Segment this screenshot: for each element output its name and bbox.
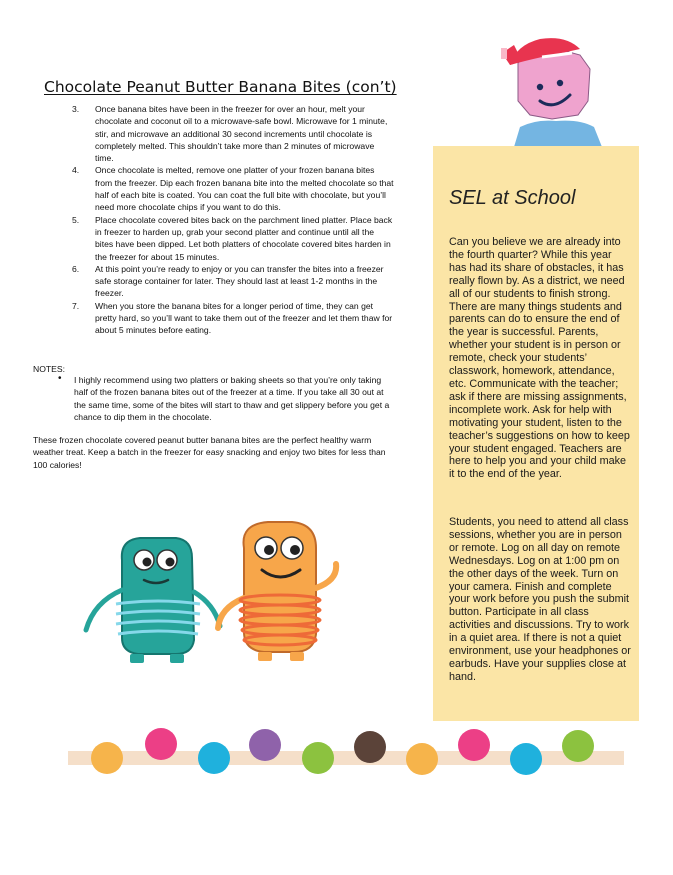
recipe-steps (66, 103, 394, 337)
step-number: 6. (72, 263, 80, 274)
notes-list (58, 374, 392, 423)
sel-paragraph-students: Students, you need to attend all class sessions, whether you are in person or remote. Log on all day on remote Wednesdays. Log on at 1:00 pm on the other days of the week. Turn on your camera. Finish and complete your work before you push the submit button. Participate in all class activities and discussions. Try to work in a quiet area. If there is not a quiet environment, use your headphones or earbuds. Have your supplies close at hand. (449, 516, 631, 683)
recipe-step (66, 214, 394, 263)
note-text: I highly recommend using two platters or baking sheets so that you’re only taking half of the frozen banana bites out of the freezer at a time. If you take all 30 out at the same time, some of the bites will start to thaw and get slippery before you get a chance to dip them in the chocolate. (74, 375, 390, 422)
step-number: 7. (72, 300, 80, 311)
sel-paragraph-parents: Can you believe we are already into the fourth quarter? While this year has had its share of obstacles, it has really flown by. As a district, we need all of our students to finish strong. There are many things students and parents can do to ensure the end of the year is successful. Parents, whether your student is in person or remote, check your students’ classwork, homework, attendance, etc. Communicate with the teacher; ask if there are missing assignments, incomplete work. Ask for help with motivating your student, listen to the teacher’s suggestions on how to keep your student engaged. Teachers are here to help you and your child make it to the end of the year. (449, 236, 630, 481)
step-number: 4. (72, 165, 80, 176)
monsters-illustration (80, 518, 340, 680)
recipe-step (66, 164, 394, 213)
step-number: 3. (72, 104, 80, 114)
recipe-step (66, 263, 394, 300)
step-text: Once banana bites have been in the freezer for over an hour, melt your chocolate and coconut oil to a microwave-safe bowl. Microwave for 1 minute, stir, and microwave an additional 30 second increments until chocolate is completely melted. This shouldn’t take more than 2 minutes of microwave time. (95, 104, 388, 164)
note-item (58, 374, 392, 423)
teal-monster-icon (86, 538, 220, 663)
orange-monster-icon (218, 522, 336, 661)
closing-paragraph: These frozen chocolate covered peanut butter banana bites are the perfect healthy warm weather treat. Keep a batch in the freezer for easy snacking and enjoy two bites for less than 100 calories! (33, 435, 386, 470)
notes-label: NOTES: (33, 364, 65, 374)
decor-strip (68, 751, 624, 765)
recipe-step (66, 300, 394, 337)
step-text: When you store the banana bites for a longer period of time, they can get pretty hard, so you’ll want to take them out of the freezer and let them thaw for about 5 minutes before eating. (95, 300, 393, 336)
recipe-title: Chocolate Peanut Butter Banana Bites (con’t) (44, 78, 397, 96)
step-text: At this point you’re ready to enjoy or you can transfer the bites into a freezer safe storage container for later. They should last at least 1-2 months in the freezer. (95, 263, 384, 299)
step-number: 5. (72, 214, 80, 225)
step-text: Once chocolate is melted, remove one platter of your frozen banana bites from the freezer. Dip each frozen banana bite into the melted chocolate so that half of each bite is coated. You can coat the full bite with chocolate, but you’ll need more chocolate chips if you want to do this. (95, 165, 394, 213)
sel-title: SEL at School (449, 187, 576, 209)
boy-cartoon-icon (496, 35, 616, 147)
bullet-icon: • (58, 373, 62, 384)
step-text: Place chocolate covered bites back on the parchment lined platter. Place back in freezer to harden up, grab your second platter and continue until all the bites have been dipped. Let both platters of chocolate covered bites harden in the freezer for about 15 minutes. (95, 214, 393, 262)
recipe-step (66, 103, 394, 164)
